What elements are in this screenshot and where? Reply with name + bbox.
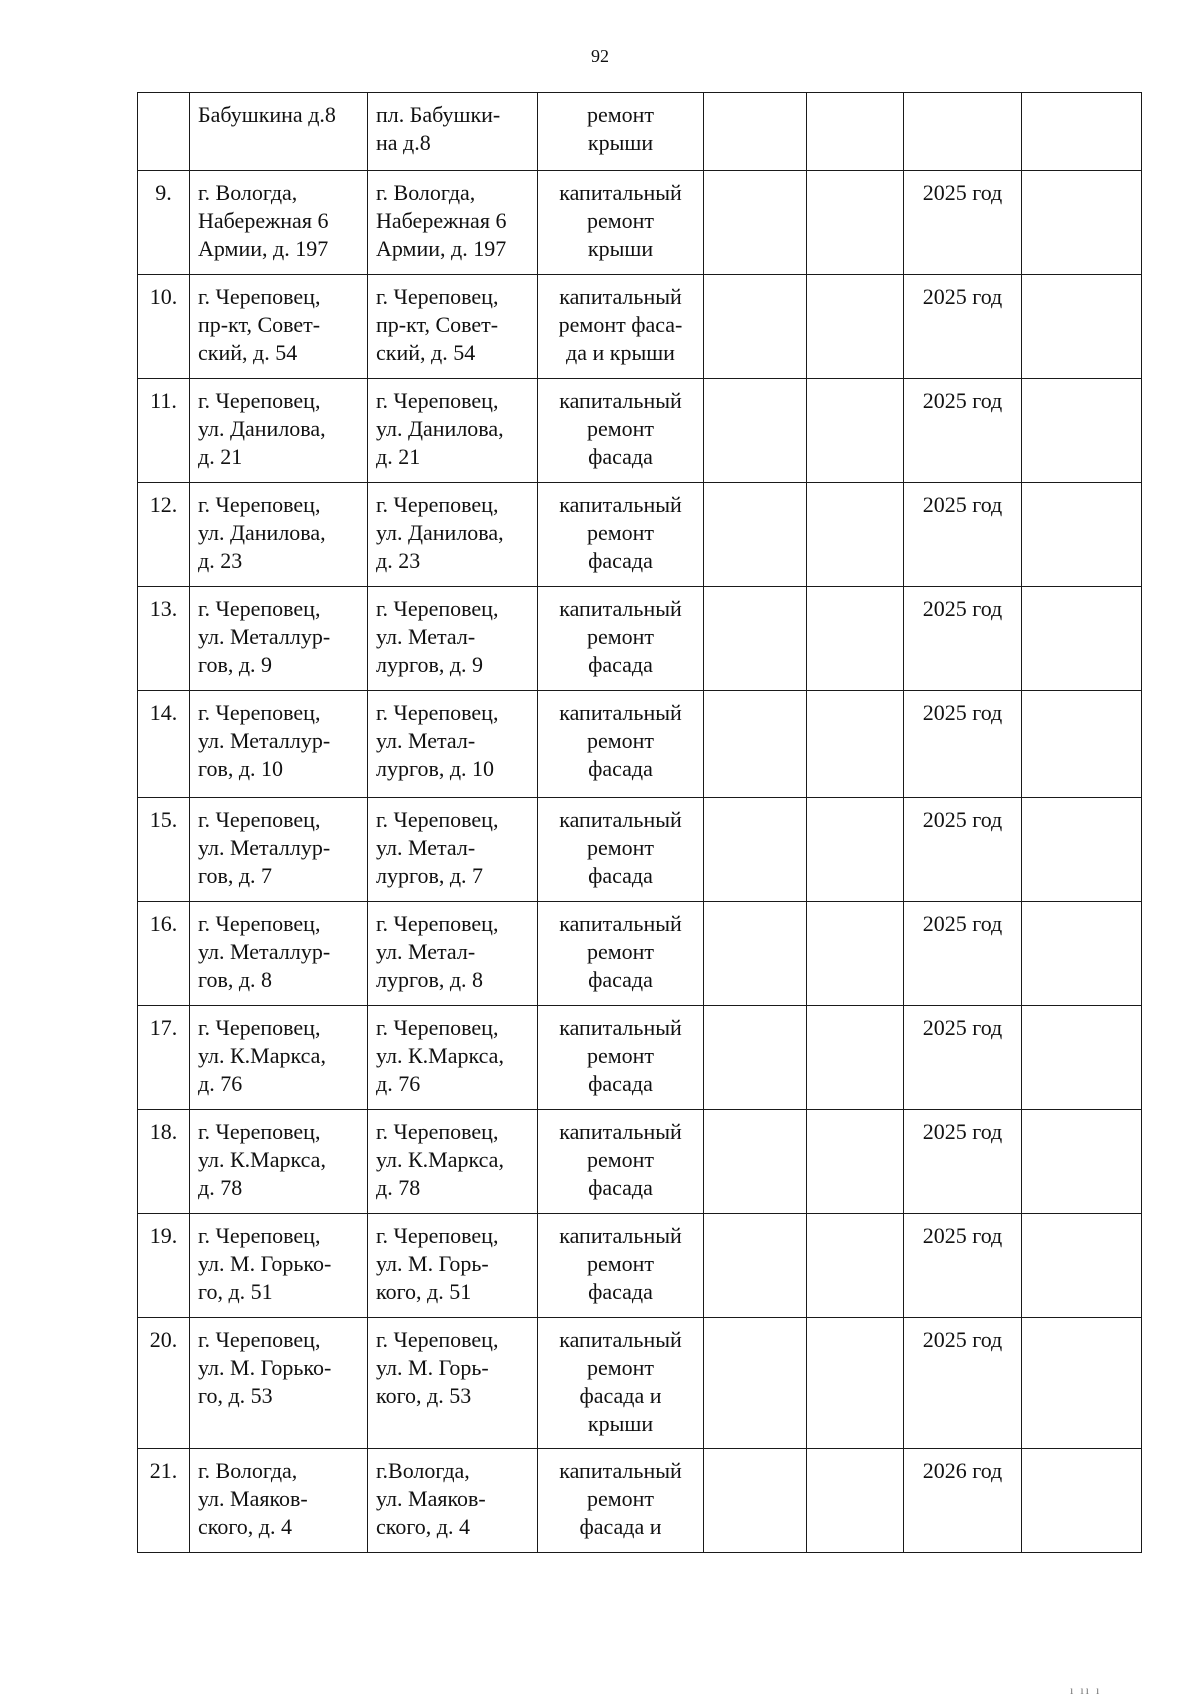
table-row (138, 1110, 1142, 1214)
empty-cell (1022, 171, 1142, 275)
page-number: 92 (591, 46, 609, 66)
empty-cell (1022, 1449, 1142, 1553)
year-cell: 2025 год (904, 1006, 1022, 1110)
work-type-cell: капитальный ремонт фаса- да и крыши (538, 275, 704, 379)
address-cell: г. Череповец, ул. М. Горь- кого, д. 53 (368, 1318, 538, 1449)
empty-cell (704, 483, 807, 587)
empty-cell (1022, 1006, 1142, 1110)
table-row (138, 1318, 1142, 1449)
address-cell: г.Вологда, ул. Маяков- ского, д. 4 (368, 1449, 538, 1553)
work-type-cell: капитальный ремонт фасада (538, 483, 704, 587)
year-cell: 2025 год (904, 379, 1022, 483)
address-cell: г. Череповец, ул. К.Маркса, д. 78 (368, 1110, 538, 1214)
object-name-cell: г. Череповец, ул. Металлур- гов, д. 7 (190, 798, 368, 902)
row-number-cell: 13. (138, 587, 190, 691)
object-name-cell: г. Череповец, ул. К.Маркса, д. 76 (190, 1006, 368, 1110)
object-name-cell: г. Череповец, ул. М. Горько- го, д. 51 (190, 1214, 368, 1318)
empty-cell (1022, 1318, 1142, 1449)
empty-cell (1022, 379, 1142, 483)
empty-cell (1022, 1110, 1142, 1214)
work-type-cell: капитальный ремонт фасада (538, 1006, 704, 1110)
empty-cell (807, 483, 904, 587)
empty-cell (1022, 483, 1142, 587)
table-row (138, 1006, 1142, 1110)
table-row (138, 587, 1142, 691)
address-cell: г. Череповец, пр-кт, Совет- ский, д. 54 (368, 275, 538, 379)
empty-cell (704, 379, 807, 483)
address-cell: г. Череповец, ул. Метал- лургов, д. 10 (368, 691, 538, 798)
table-row (138, 379, 1142, 483)
empty-cell (807, 171, 904, 275)
year-cell: 2025 год (904, 171, 1022, 275)
row-number-cell: 17. (138, 1006, 190, 1110)
year-cell: 2025 год (904, 1110, 1022, 1214)
work-type-cell: капитальный ремонт фасада (538, 379, 704, 483)
empty-cell (704, 275, 807, 379)
table-row (138, 483, 1142, 587)
scan-edge-marks: ı ıı ı (1070, 1683, 1102, 1697)
empty-cell (807, 275, 904, 379)
empty-cell (704, 587, 807, 691)
address-cell: г. Череповец, ул. Метал- лургов, д. 8 (368, 902, 538, 1006)
row-number-cell: 19. (138, 1214, 190, 1318)
object-name-cell: г. Череповец, ул. Данилова, д. 21 (190, 379, 368, 483)
work-type-cell: капитальный ремонт крыши (538, 171, 704, 275)
empty-cell (807, 1006, 904, 1110)
object-name-cell: Бабушкина д.8 (190, 93, 368, 171)
empty-cell (1022, 93, 1142, 171)
table-row (138, 171, 1142, 275)
object-name-cell: г. Череповец, ул. Металлур- гов, д. 8 (190, 902, 368, 1006)
empty-cell (1022, 902, 1142, 1006)
repair-schedule-table (137, 92, 1142, 1553)
row-number-cell: 11. (138, 379, 190, 483)
work-type-cell: капитальный ремонт фасада (538, 587, 704, 691)
object-name-cell: г. Череповец, ул. К.Маркса, д. 78 (190, 1110, 368, 1214)
row-number-cell: 12. (138, 483, 190, 587)
empty-cell (704, 1110, 807, 1214)
empty-cell (807, 379, 904, 483)
object-name-cell: г. Череповец, ул. Металлур- гов, д. 10 (190, 691, 368, 798)
table-body (138, 93, 1142, 1553)
empty-cell (807, 1318, 904, 1449)
row-number-cell: 16. (138, 902, 190, 1006)
year-cell: 2025 год (904, 798, 1022, 902)
address-cell: г. Череповец, ул. М. Горь- кого, д. 51 (368, 1214, 538, 1318)
empty-cell (1022, 1214, 1142, 1318)
empty-cell (704, 902, 807, 1006)
work-type-cell: капитальный ремонт фасада (538, 1110, 704, 1214)
work-type-cell: капитальный ремонт фасада (538, 1214, 704, 1318)
row-number-cell: 9. (138, 171, 190, 275)
year-cell: 2025 год (904, 1318, 1022, 1449)
empty-cell (1022, 587, 1142, 691)
table-row (138, 1214, 1142, 1318)
object-name-cell: г. Череповец, пр-кт, Совет- ский, д. 54 (190, 275, 368, 379)
year-cell: 2025 год (904, 275, 1022, 379)
address-cell: г. Вологда, Набережная 6 Армии, д. 197 (368, 171, 538, 275)
empty-cell (807, 1449, 904, 1553)
address-cell: г. Череповец, ул. Метал- лургов, д. 7 (368, 798, 538, 902)
table-row (138, 798, 1142, 902)
address-cell: г. Череповец, ул. К.Маркса, д. 76 (368, 1006, 538, 1110)
year-cell: 2025 год (904, 1214, 1022, 1318)
work-type-cell: капитальный ремонт фасада и (538, 1449, 704, 1553)
empty-cell (807, 587, 904, 691)
row-number-cell (138, 93, 190, 171)
empty-cell (807, 93, 904, 171)
year-cell: 2026 год (904, 1449, 1022, 1553)
row-number-cell: 15. (138, 798, 190, 902)
empty-cell (704, 171, 807, 275)
address-cell: пл. Бабушки- на д.8 (368, 93, 538, 171)
empty-cell (807, 1110, 904, 1214)
address-cell: г. Череповец, ул. Данилова, д. 21 (368, 379, 538, 483)
object-name-cell: г. Вологда, ул. Маяков- ского, д. 4 (190, 1449, 368, 1553)
work-type-cell: капитальный ремонт фасада (538, 798, 704, 902)
year-cell: 2025 год (904, 483, 1022, 587)
object-name-cell: г. Вологда, Набережная 6 Армии, д. 197 (190, 171, 368, 275)
empty-cell (1022, 798, 1142, 902)
empty-cell (1022, 691, 1142, 798)
empty-cell (704, 1318, 807, 1449)
table-row (138, 1449, 1142, 1553)
work-type-cell: капитальный ремонт фасада и крыши (538, 1318, 704, 1449)
empty-cell (704, 1214, 807, 1318)
table-row (138, 902, 1142, 1006)
empty-cell (807, 902, 904, 1006)
empty-cell (1022, 275, 1142, 379)
year-cell: 2025 год (904, 691, 1022, 798)
object-name-cell: г. Череповец, ул. Данилова, д. 23 (190, 483, 368, 587)
object-name-cell: г. Череповец, ул. Металлур- гов, д. 9 (190, 587, 368, 691)
year-cell: 2025 год (904, 902, 1022, 1006)
object-name-cell: г. Череповец, ул. М. Горько- го, д. 53 (190, 1318, 368, 1449)
table-row (138, 275, 1142, 379)
row-number-cell: 14. (138, 691, 190, 798)
work-type-cell: капитальный ремонт фасада (538, 902, 704, 1006)
table-row (138, 93, 1142, 171)
row-number-cell: 20. (138, 1318, 190, 1449)
empty-cell (704, 1006, 807, 1110)
work-type-cell: капитальный ремонт фасада (538, 691, 704, 798)
table-row (138, 691, 1142, 798)
address-cell: г. Череповец, ул. Данилова, д. 23 (368, 483, 538, 587)
empty-cell (704, 691, 807, 798)
empty-cell (704, 1449, 807, 1553)
empty-cell (807, 691, 904, 798)
year-cell (904, 93, 1022, 171)
row-number-cell: 21. (138, 1449, 190, 1553)
empty-cell (704, 798, 807, 902)
year-cell: 2025 год (904, 587, 1022, 691)
row-number-cell: 10. (138, 275, 190, 379)
empty-cell (704, 93, 807, 171)
address-cell: г. Череповец, ул. Метал- лургов, д. 9 (368, 587, 538, 691)
empty-cell (807, 798, 904, 902)
work-type-cell: ремонт крыши (538, 93, 704, 171)
row-number-cell: 18. (138, 1110, 190, 1214)
empty-cell (807, 1214, 904, 1318)
